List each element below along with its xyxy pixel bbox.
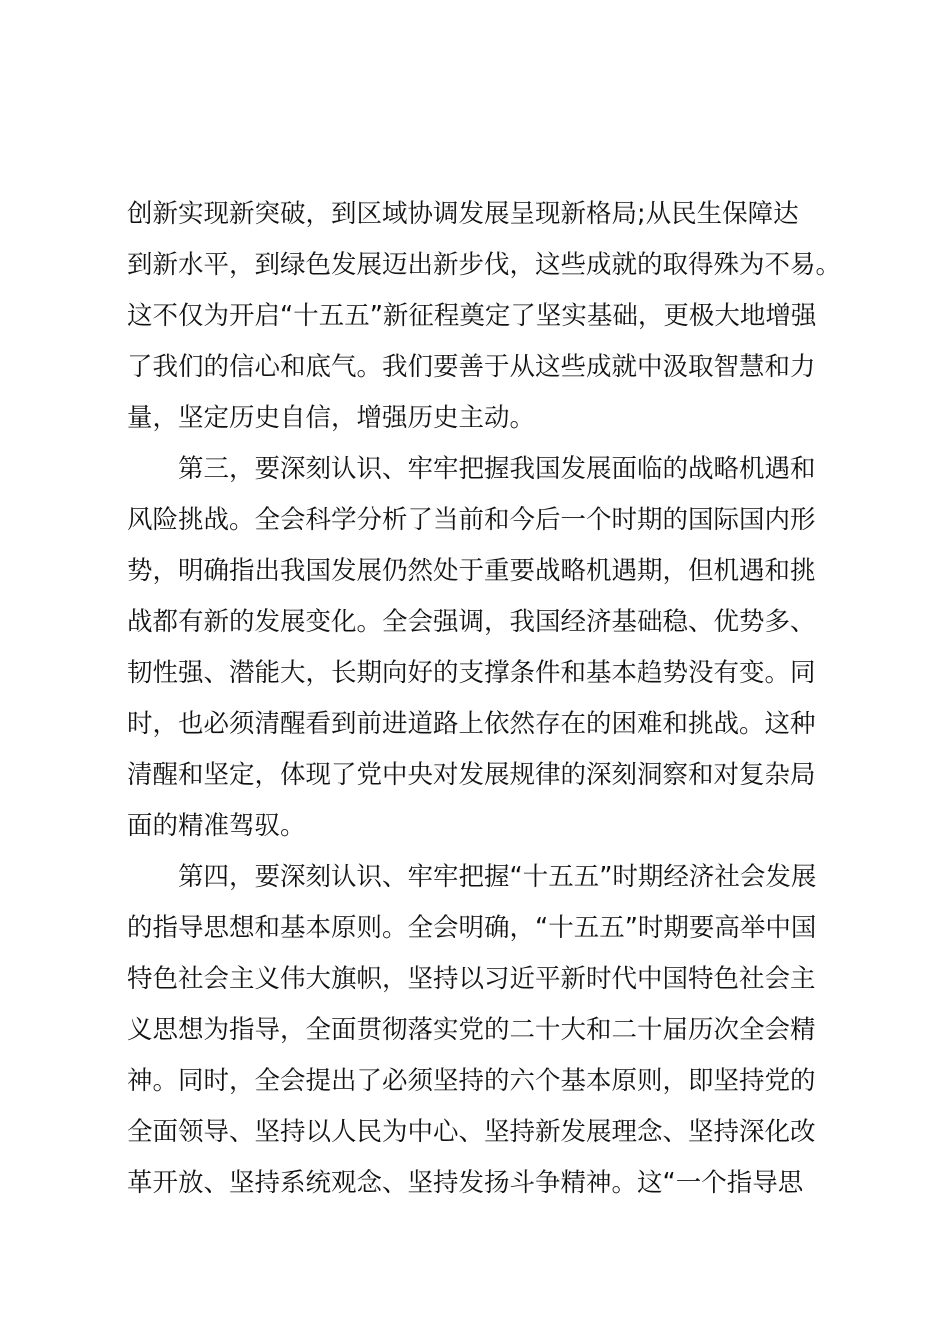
text-line: 创新实现新突破，到区域协调发展呈现新格局;从民生保障达: [127, 199, 799, 229]
text-line: 量，坚定历史自信，增强历史主动。: [127, 403, 536, 433]
text-line: 风险挑战。全会科学分析了当前和今后一个时期的国际国内形: [127, 505, 816, 535]
text-line: 势，明确指出我国发展仍然处于重要战略机遇期，但机遇和挑: [127, 556, 816, 586]
text-line: 神。同时，全会提出了必须坚持的六个基本原则，即坚持党的: [127, 1066, 816, 1096]
text-line: 时，也必须清醒看到前进道路上依然存在的困难和挑战。这种: [127, 709, 816, 739]
text-line: 全面领导、坚持以人民为中心、坚持新发展理念、坚持深化改: [127, 1117, 816, 1147]
text-line: 战都有新的发展变化。全会强调，我国经济基础稳、优势多、: [127, 607, 816, 637]
paragraph-start-line: 第三，要深刻认识、牢牢把握我国发展面临的战略机遇和: [178, 454, 816, 484]
paragraph-start-line: 第四，要深刻认识、牢牢把握“十五五”时期经济社会发展: [178, 862, 817, 892]
text-line: 到新水平，到绿色发展迈出新步伐，这些成就的取得殊为不易。: [127, 250, 842, 280]
text-line: 清醒和坚定，体现了党中央对发展规律的深刻洞察和对复杂局: [127, 760, 816, 790]
document-body: [127, 189, 842, 1209]
text-line: 的指导思想和基本原则。全会明确，“十五五”时期要高举中国: [127, 913, 817, 943]
text-line: 了我们的信心和底气。我们要善于从这些成就中汲取智慧和力: [127, 352, 816, 382]
text-line: 革开放、坚持系统观念、坚持发扬斗争精神。这“一个指导思: [127, 1168, 804, 1198]
text-line: 面的精准驾驭。: [127, 811, 306, 841]
text-line: 义思想为指导，全面贯彻落实党的二十大和二十届历次全会精: [127, 1015, 816, 1045]
text-line: 这不仅为开启“十五五”新征程奠定了坚实基础，更极大地增强: [127, 301, 817, 331]
text-line: 韧性强、潜能大，长期向好的支撑条件和基本趋势没有变。同: [127, 658, 816, 688]
text-line: 特色社会主义伟大旗帜，坚持以习近平新时代中国特色社会主: [127, 964, 816, 994]
